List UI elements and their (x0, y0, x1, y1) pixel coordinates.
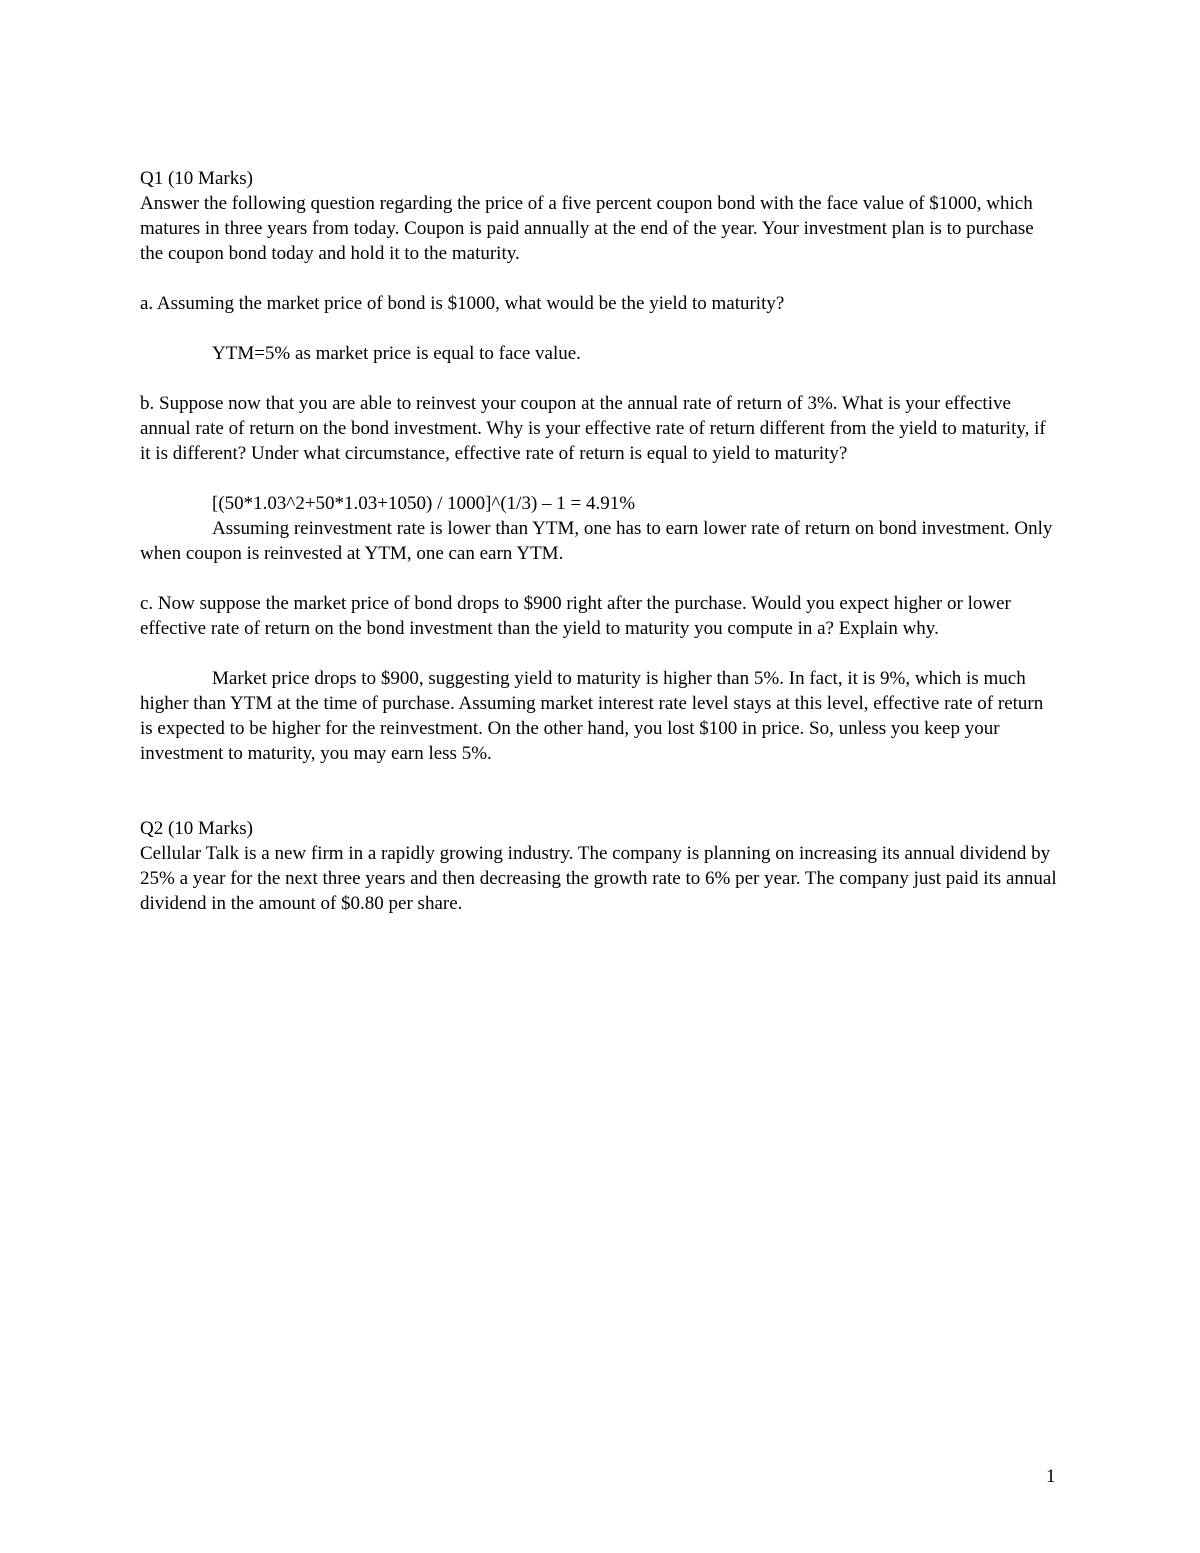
q2-heading: Q2 (10 Marks) (140, 818, 253, 839)
q1c-answer: Market price drops to $900, suggesting yield to maturity is higher than 5%. In fact, it is 9%, which is much higher than YTM at the time of purchase. Assuming market interest rate level stays at this level, effective rate of return is expected to be higher for the reinvestment. On the other hand, you lost $100 in price. So, unless you keep your investment to maturity, you may earn less 5%. (140, 668, 1044, 764)
spacer (140, 366, 1060, 391)
spacer (140, 641, 1060, 666)
q1-intro: Answer the following question regarding the price of a five percent coupon bond with the face value of $1000, which matures in three years from today. Coupon is paid annually at the end of the year. Your investment plan is to purchase the coupon bond today and hold it to the maturity. (140, 193, 1034, 264)
q1b-formula: [(50*1.03^2+50*1.03+1050) / 1000]^(1/3) – 1 = 4.91% (212, 493, 636, 514)
q1a-answer: YTM=5% as market price is equal to face value. (212, 343, 581, 364)
q1b-answer: Assuming reinvestment rate is lower than YTM, one has to earn lower rate of return on bond investment. Only when coupon is reinvested at YTM, one can earn YTM. (140, 518, 1053, 564)
spacer (140, 266, 1060, 291)
page-number: 1 (1046, 1466, 1056, 1487)
spacer (140, 766, 1060, 816)
q1-heading: Q1 (10 Marks) (140, 168, 253, 189)
q1a-question: a. Assuming the market price of bond is $1000, what would be the yield to maturity? (140, 293, 785, 314)
q1b-question: b. Suppose now that you are able to reinvest your coupon at the annual rate of return of 3%. What is your effective annual rate of return on the bond investment. Why is your effective rate of return different from the yield to maturity, if it is different? Under what circumstance, effective rate of return is equal to yield to maturity? (140, 393, 1046, 464)
q2-intro: Cellular Talk is a new firm in a rapidly growing industry. The company is planning on increasing its annual dividend by 25% a year for the next three years and then decreasing the growth rate to 6% per year. The company just paid its annual dividend in the amount of $0.80 per share. (140, 843, 1057, 914)
q1c-question: c. Now suppose the market price of bond drops to $900 right after the purchase. Would you expect higher or lower effective rate of return on the bond investment than the yield to maturity you compute in a? Explain why. (140, 593, 1011, 639)
document-body (140, 166, 1060, 916)
spacer (140, 566, 1060, 591)
spacer (140, 466, 1060, 491)
spacer (140, 316, 1060, 341)
